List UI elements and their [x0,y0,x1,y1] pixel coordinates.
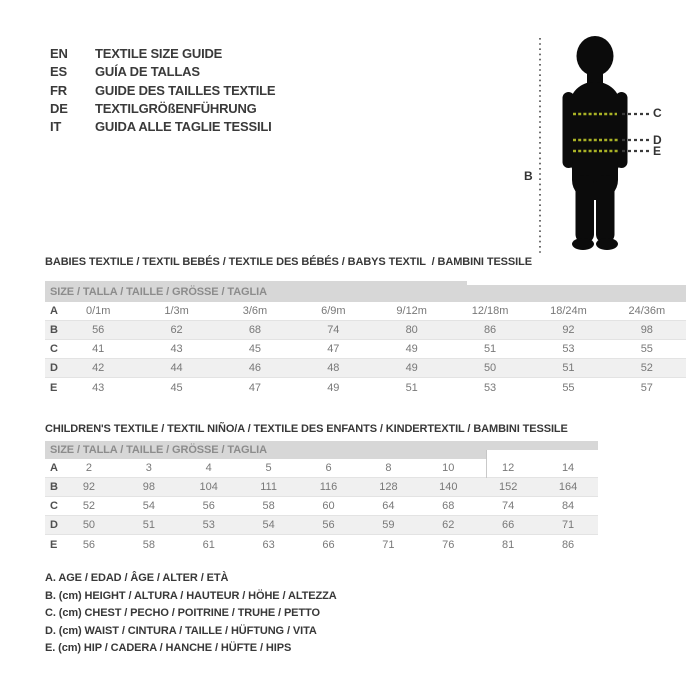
table-cell: 92 [562,324,575,336]
table-cell: 48 [327,362,340,374]
lang-row-es [50,63,275,81]
table-cell: 58 [142,538,155,551]
table-cell: 49 [405,343,418,355]
table-cell: 62 [442,519,455,531]
table-cell: 57 [640,381,653,394]
table-cell: 1/3m [164,305,189,317]
table-cell: 56 [202,500,215,512]
chest-label-c: C [653,106,662,120]
row-label: D [50,362,58,374]
table-cell: 53 [562,343,575,355]
table-cell: 51 [562,362,575,374]
table-cell: 56 [92,324,105,336]
table-cell: 50 [82,519,96,531]
table-cell: 24/36m [628,305,666,317]
size-header-label: SIZE / TALLA / TAILLE / GRÖSSE / TAGLIA [50,285,267,298]
table-cell: 41 [92,343,105,355]
table-cell: 56 [82,538,96,551]
lang-row-de [50,100,275,118]
table-cell: 104 [199,481,218,493]
table-cell: 71 [561,519,575,531]
table-cell: 51 [142,519,155,531]
table-cell: 52 [82,500,96,512]
table-cell: 81 [502,538,515,551]
table-cell: 71 [382,538,395,551]
table-cell: 12 [502,462,515,474]
table-cell: 152 [499,481,518,493]
table-cell: 51 [483,343,497,355]
table-row [45,321,686,340]
table-cell: 49 [405,362,418,374]
lang-code: IT [50,119,62,135]
table-cell: 51 [405,381,418,394]
table-cell: 54 [142,500,155,512]
table-cell: 84 [561,500,575,512]
table-cell: 10 [442,462,455,474]
lang-label: GUÍA DE TALLAS [95,64,200,80]
size-12-cell-outline [486,459,487,478]
row-label: B [50,481,58,493]
table-cell: 66 [502,519,515,531]
lang-code: ES [50,64,67,80]
table-cell: 50 [483,362,497,374]
hip-label-e: E [653,144,662,158]
children-table-header [45,441,598,459]
table-cell: 14 [561,462,575,474]
lang-code: FR [50,82,67,98]
table-cell: 18/24m [550,305,587,317]
table-cell: 66 [322,538,335,551]
table-cell: 6/9m [321,305,346,317]
legend-age: A. AGE / EDAD / ÂGE / ALTER / ETÀ [45,572,229,584]
language-heading-list [50,45,275,136]
child-silhouette [563,36,628,250]
table-cell: 3/6m [242,305,268,317]
table-cell: 80 [405,324,418,336]
legend-height: B. (cm) HEIGHT / ALTURA / HAUTEUR / HÖHE / ALTEZZA [45,589,337,602]
table-cell: 63 [262,538,275,551]
row-label: C [50,500,58,512]
table-cell: 49 [327,381,340,394]
table-cell: 98 [142,481,155,493]
table-cell: 54 [262,519,275,531]
legend-chest: C. (cm) CHEST / PECHO / POITRINE / TRUHE / PETTO [45,607,320,619]
lang-label: GUIDA ALLE TAGLIE TESSILI [95,119,272,135]
lang-label: TEXTILGRÖßENFÜHRUNG [95,100,257,116]
table-row [45,340,686,359]
table-cell: 53 [483,381,497,394]
table-cell: 58 [262,500,275,512]
table-cell: 60 [322,500,335,512]
table-cell: 55 [562,381,575,394]
table-cell: 44 [170,362,183,374]
legend-hip: E. (cm) HIP / CADERA / HANCHE / HÜFTE / HIPS [45,642,292,654]
table-cell: 6 [325,462,332,474]
table-cell: 68 [442,500,455,512]
lang-row-en [50,45,275,63]
children-size-table [45,441,598,554]
table-cell: 111 [260,481,277,493]
table-cell: 98 [640,324,653,336]
table-row [45,459,598,478]
table-cell: 47 [248,381,262,394]
row-label: E [50,538,58,551]
table-cell: 47 [327,343,340,355]
lang-code: DE [50,100,68,116]
babies-section-title: BABIES TEXTILE / TEXTIL BEBÉS / TEXTILE DES BÉBÉS / BABYS TEXTIL / BAMBINI TESSILE [45,256,532,268]
lang-label: GUIDE DES TAILLES TEXTILE [95,82,276,98]
lang-row-fr [50,82,275,100]
table-cell: 12/18m [471,305,509,317]
table-row [45,359,686,378]
table-cell: 52 [640,362,653,374]
table-cell: 42 [92,362,105,374]
table-cell: 55 [640,343,653,355]
row-label: D [50,519,58,531]
table-cell: 74 [502,500,515,512]
table-cell: 76 [442,538,455,551]
table-cell: 128 [379,481,398,493]
babies-table-rows [45,302,686,397]
table-cell: 64 [382,500,395,512]
table-cell: 9/12m [396,305,427,317]
row-label: B [50,324,58,336]
table-cell: 68 [248,324,262,336]
row-label: C [50,343,58,355]
measurement-legend [45,570,337,658]
table-cell: 0/1m [85,305,111,317]
waist-label-d: D [653,133,662,147]
table-cell: 43 [170,343,183,355]
table-row [45,302,686,321]
table-cell: 43 [92,381,105,394]
table-row [45,497,598,516]
table-row [45,516,598,535]
height-label-b: B [524,169,533,183]
table-cell: 86 [483,324,497,336]
lang-label: TEXTILE SIZE GUIDE [95,46,223,61]
lang-code: EN [50,46,68,61]
table-row [45,478,598,497]
table-cell: 59 [382,519,395,531]
table-cell: 92 [82,481,96,493]
babies-size-table [45,281,686,397]
table-cell: 53 [202,519,215,531]
table-cell: 8 [385,462,392,474]
children-table-rows [45,459,598,554]
table-cell: 5 [265,462,272,474]
header-highlight-box [467,276,686,285]
child-measurement-figure [510,25,700,260]
table-cell: 56 [322,519,335,531]
row-label: A [50,462,58,474]
table-cell: 86 [561,538,575,551]
table-row [45,535,598,554]
table-cell: 2 [85,462,92,474]
table-row [45,378,686,397]
children-section-title: CHILDREN'S TEXTILE / TEXTIL NIÑO/A / TEXTILE DES ENFANTS / KINDERTEXTIL / BAMBINI TESSILE [45,423,568,435]
table-cell: 46 [248,362,262,374]
size-header-label: SIZE / TALLA / TAILLE / GRÖSSE / TAGLIA [50,444,267,456]
table-cell: 61 [202,538,215,551]
legend-waist: D. (cm) WAIST / CINTURA / TAILLE / HÜFTUNG / VITA [45,624,317,637]
table-cell: 4 [205,462,212,474]
table-cell: 140 [439,481,458,493]
table-cell: 45 [170,381,183,394]
lang-row-it [50,118,275,136]
table-cell: 164 [558,481,578,493]
table-cell: 45 [248,343,262,355]
table-cell: 3 [145,462,152,474]
table-cell: 62 [170,324,183,336]
header-highlight-box [486,450,598,459]
row-label: A [50,305,58,317]
table-cell: 116 [319,481,338,493]
babies-table-header [45,281,686,302]
row-label: E [50,381,58,394]
table-cell: 74 [327,324,340,336]
